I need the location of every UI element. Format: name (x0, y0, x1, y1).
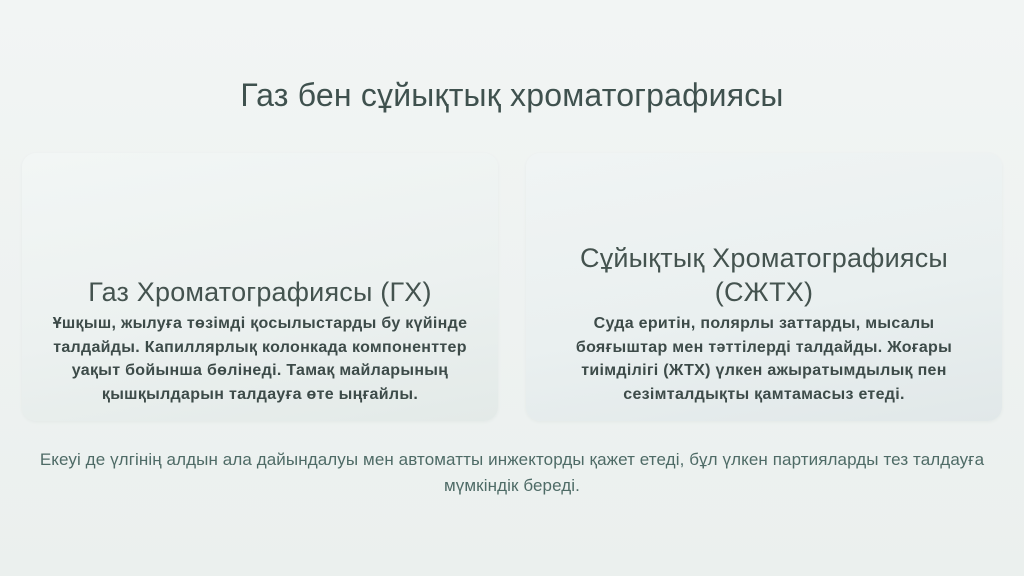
footer-note: Екеуі де үлгінің алдын ала дайындалуы мен автоматты инжекторды қажет етеді, бұл үлкен партияларды тез талдауға мүмкіндік береді. (39, 450, 985, 495)
card-gas-chromatography (22, 153, 498, 421)
card-gas-body: Ұшқыш, жылуға төзімді қосылыстарды бу күйінде талдайды. Капиллярлық колонкада компоненттер уақыт бойынша бөлінеді. Тамақ майларының қышқылдарын талдауға өте ыңғайлы. (52, 315, 468, 403)
card-liquid-body: Суда еритін, полярлы заттарды, мысалы бояғыштар мен тәттілерді талдайды. Жоғары тиімділігі (ЖТХ) үлкен ажыратымдылық пен сезімталдықты қамтамасыз етеді. (575, 315, 953, 403)
page-title: Газ бен сұйықтық хроматографиясы (240, 77, 784, 113)
cards-row (22, 153, 1002, 421)
card-gas-title: Газ Хроматографиясы (ГХ) (88, 277, 432, 307)
card-liquid-title: Сұйықтық Хроматографиясы (СЖТХ) (580, 243, 948, 307)
card-liquid-chromatography (526, 153, 1002, 421)
